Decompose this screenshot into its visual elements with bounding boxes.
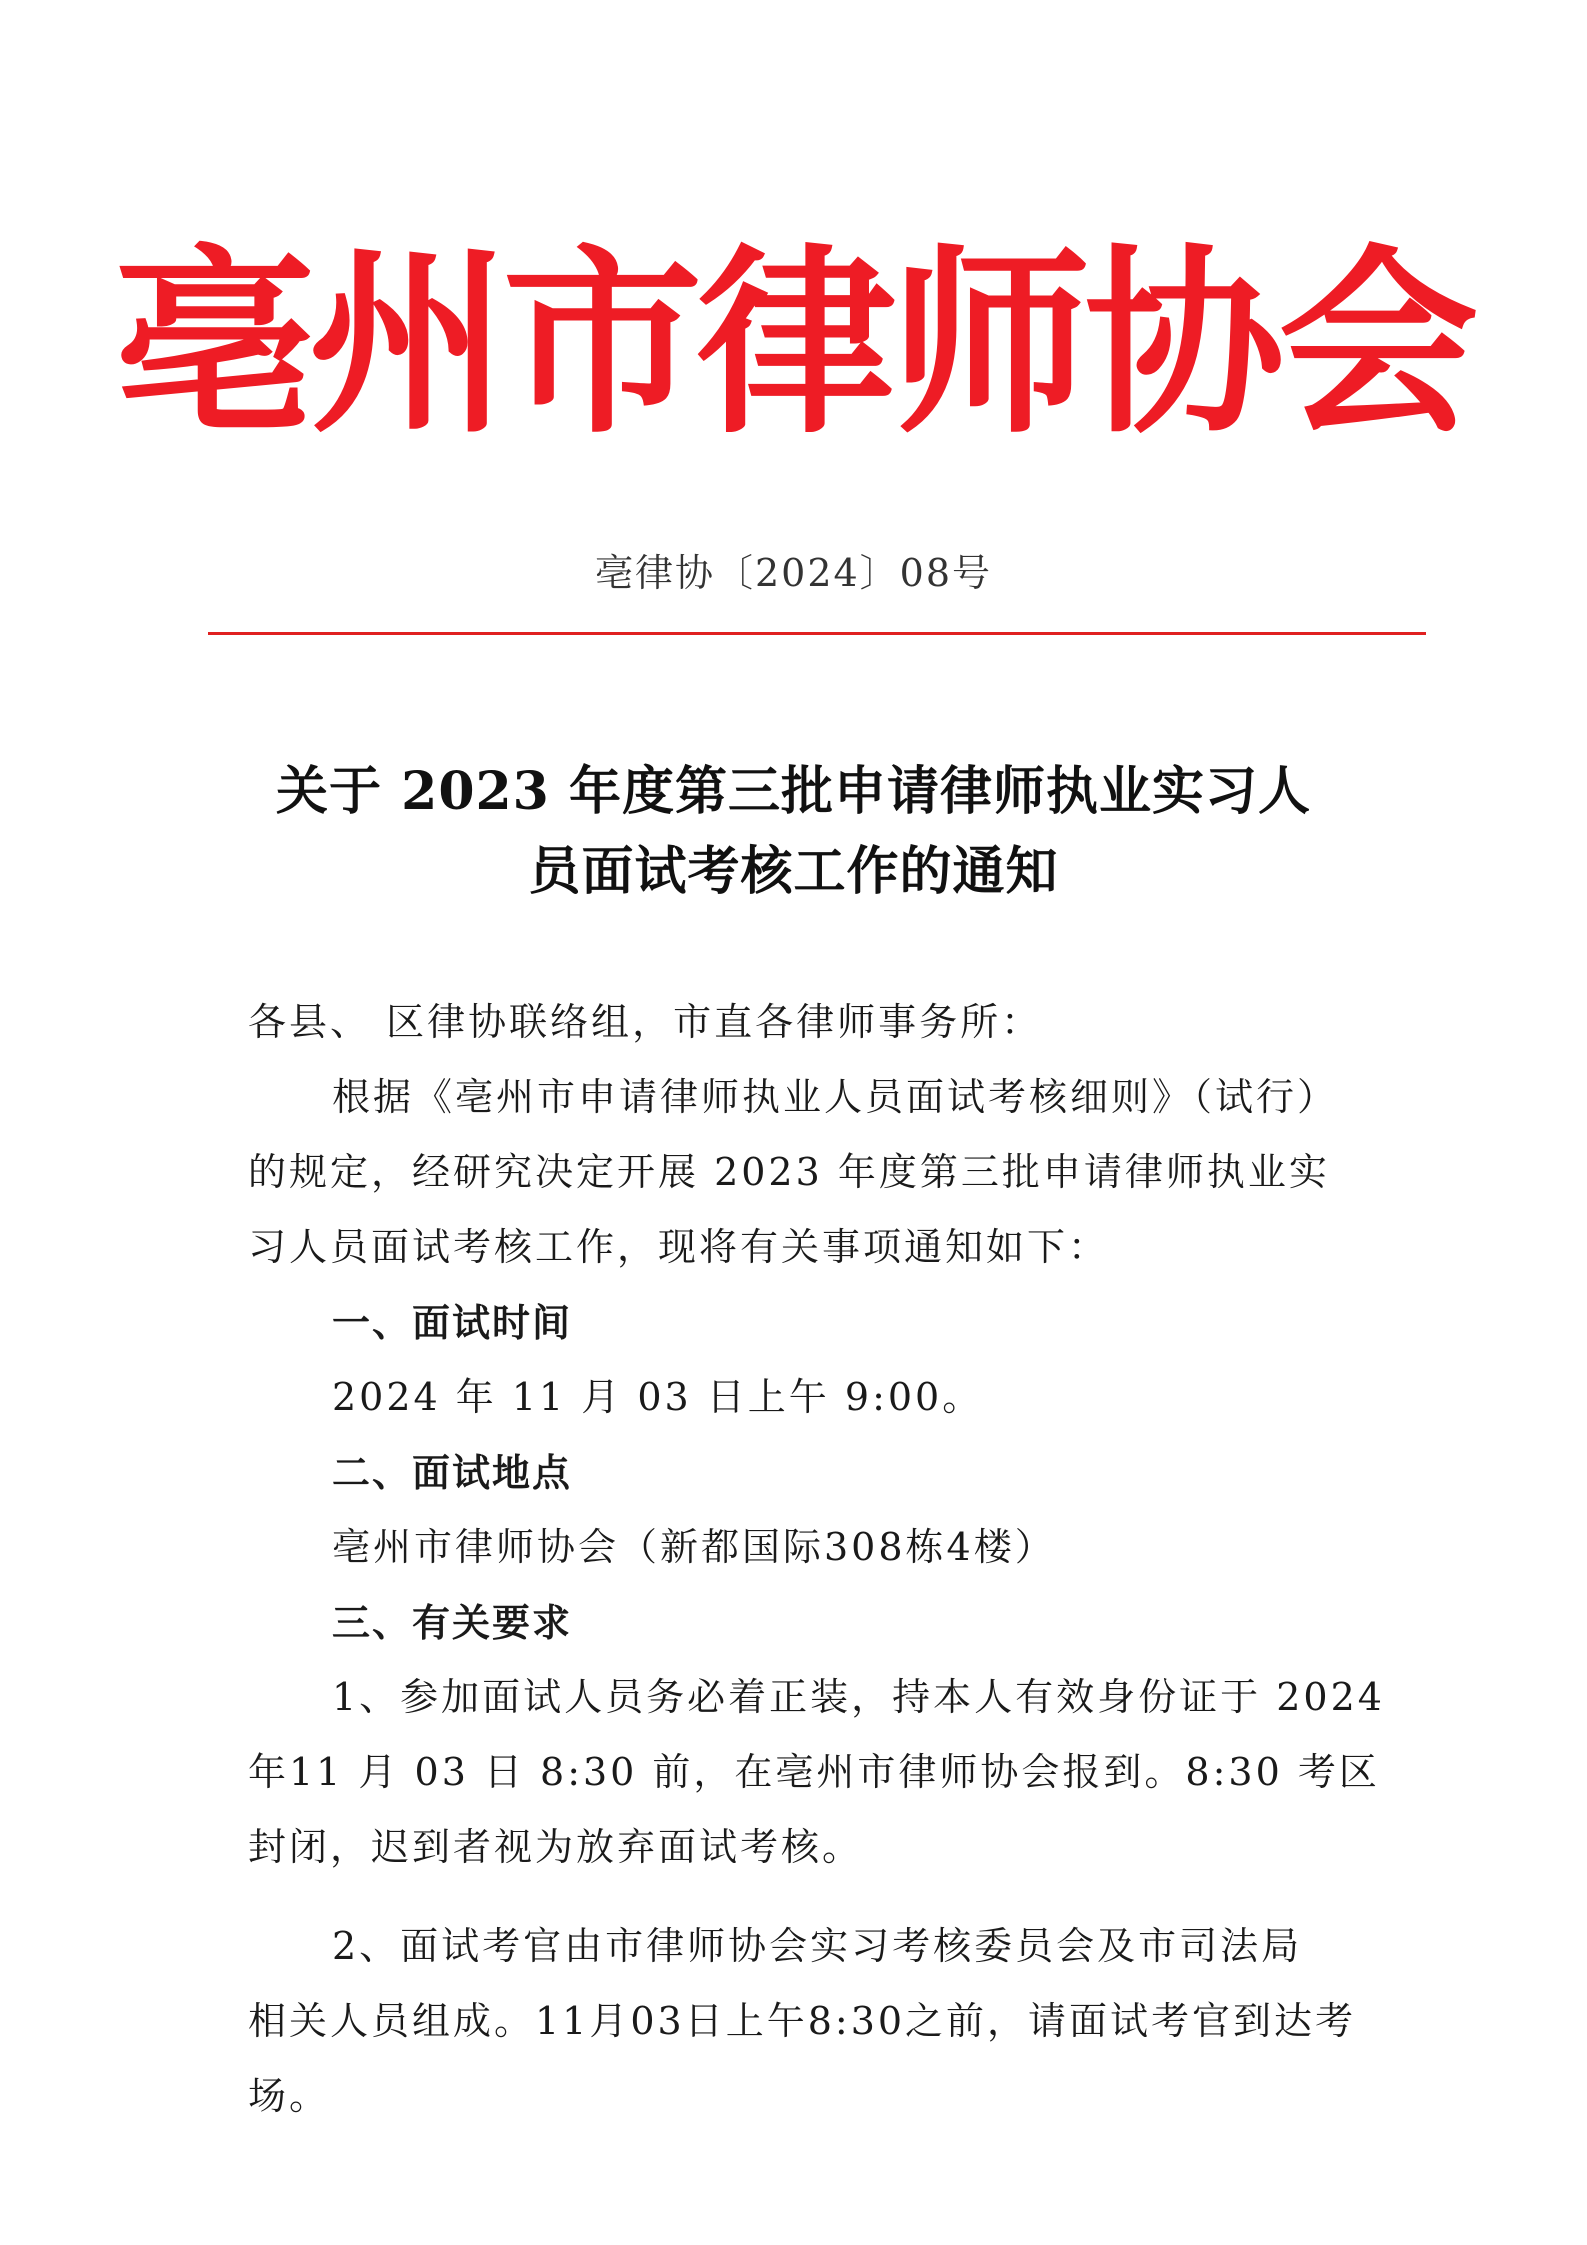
requirement-line: 年11 月 03 日 8:30 前，在亳州市律师协会报到。8:30 考区: [248, 1750, 1380, 1794]
interview-time: 2024 年 11 月 03 日上午 9:00。: [332, 1375, 984, 1419]
section-heading-requirements: 三、有关要求: [332, 1600, 573, 1645]
requirement-line: 2、面试考官由市律师协会实习考核委员会及市司法局: [332, 1924, 1303, 1968]
document-number: 亳律协〔2024〕08号: [594, 551, 993, 595]
notice-title: [200, 752, 1387, 912]
org-masthead-title: 亳州市律师协会: [114, 228, 1473, 461]
section-heading-time: 一、面试时间: [332, 1300, 573, 1345]
section-heading-location: 二、面试地点: [332, 1450, 573, 1495]
salutation: 各县、 区律协联络组，市直各律师事务所：: [248, 1000, 1043, 1044]
requirement-line: 封闭，迟到者视为放弃面试考核。: [248, 1825, 864, 1869]
header-divider-line: [208, 632, 1426, 635]
notice-title-line: 关于 2023 年度第三批申请律师执业实习人: [276, 761, 1311, 822]
intro-line: 的规定，经研究决定开展 2023 年度第三批申请律师执业实: [248, 1150, 1330, 1194]
requirement-line: 1、参加面试人员务必着正装，持本人有效身份证于 2024: [332, 1675, 1385, 1719]
notice-title-line: 员面试考核工作的通知: [528, 841, 1059, 902]
requirement-line: 场。: [248, 2074, 331, 2118]
intro-line: 根据《亳州市申请律师执业人员面试考核细则》（试行）: [332, 1075, 1339, 1119]
interview-location: 亳州市律师协会（新都国际308栋4楼）: [332, 1525, 1056, 1569]
requirement-line: 相关人员组成。11月03日上午8:30之前，请面试考官到达考: [248, 1999, 1357, 2043]
notice-body: [248, 985, 1385, 2134]
intro-line: 习人员面试考核工作，现将有关事项通知如下：: [248, 1225, 1110, 1269]
